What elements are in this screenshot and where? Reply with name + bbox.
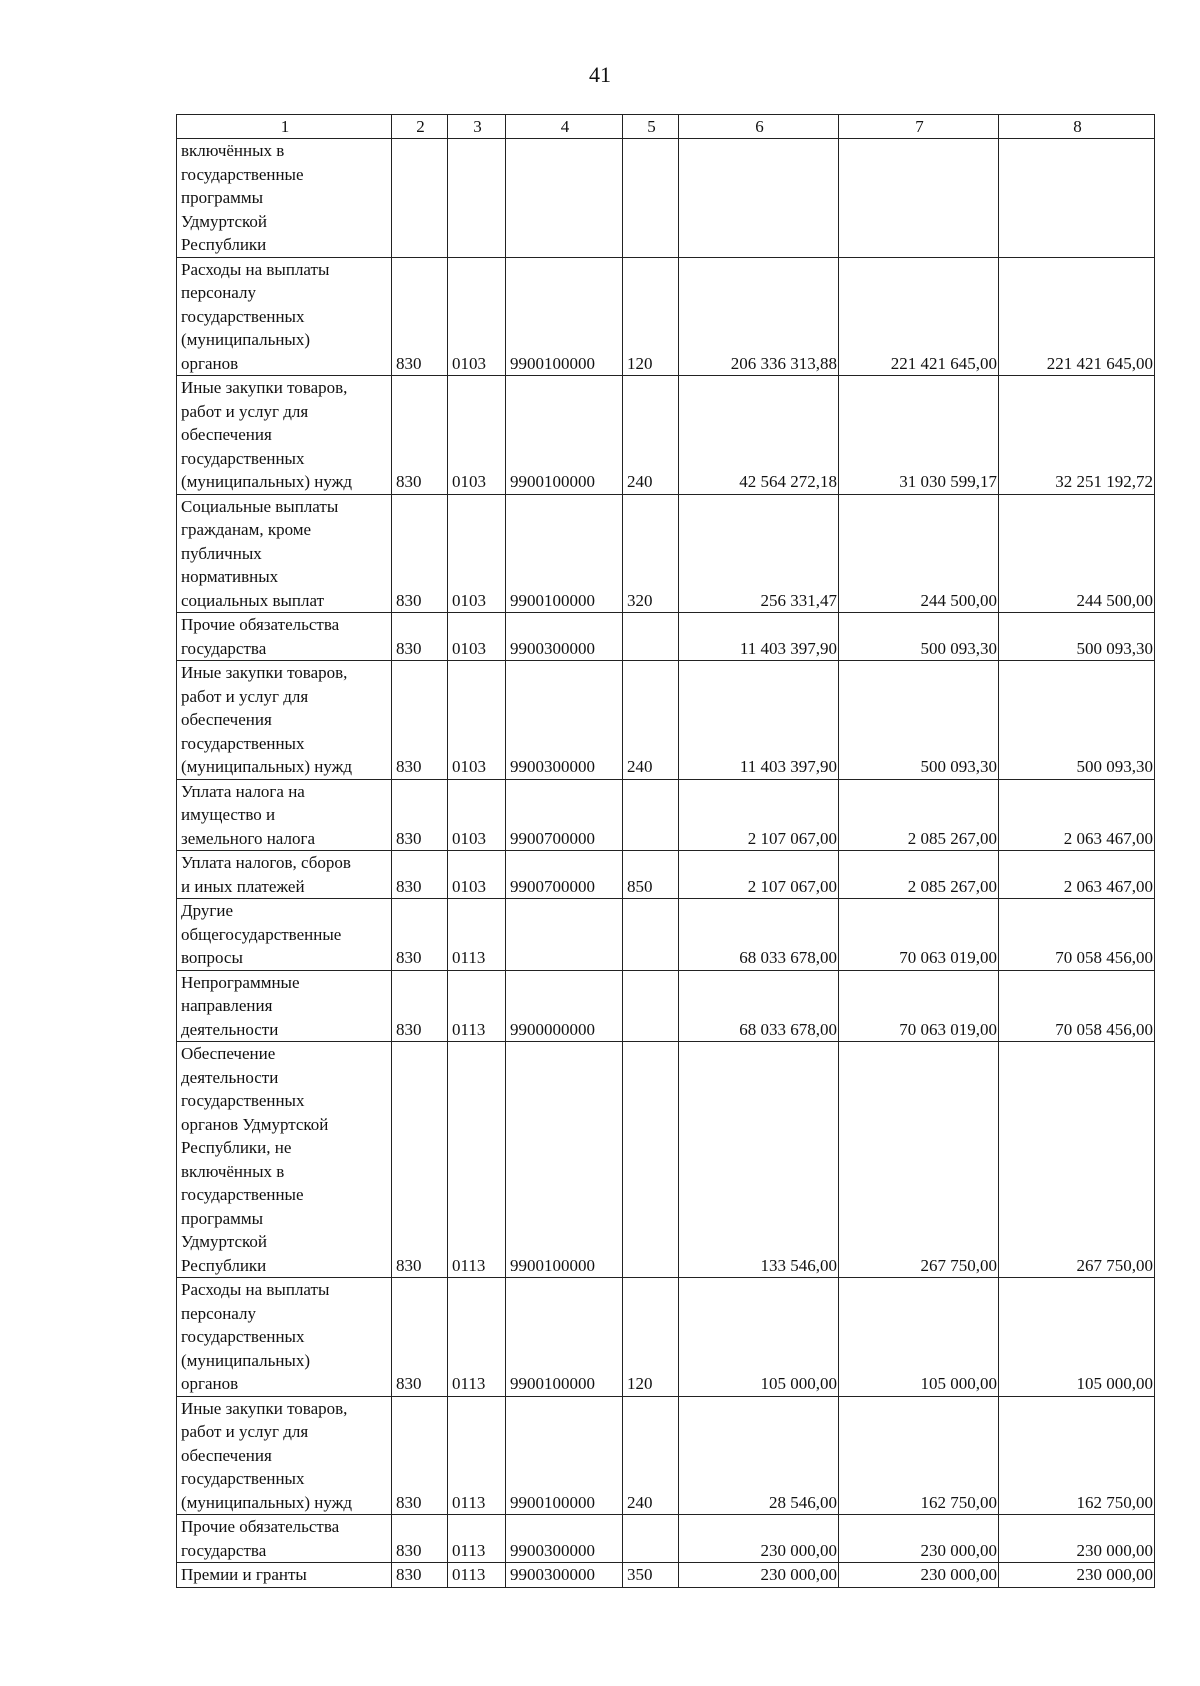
row-code-5-cell xyxy=(623,899,679,971)
row-amount-8-cell: 32 251 192,72 xyxy=(999,376,1155,495)
column-header: 1 xyxy=(177,115,392,139)
row-amount-8-cell: 2 063 467,00 xyxy=(999,851,1155,899)
row-amount-6-cell: 2 107 067,00 xyxy=(679,779,839,851)
row-code-3-cell: 0103 xyxy=(448,494,506,613)
row-code-5-cell: 320 xyxy=(623,494,679,613)
row-amount-8-cell: 230 000,00 xyxy=(999,1515,1155,1563)
row-code-3-cell xyxy=(448,139,506,258)
row-code-2-cell: 830 xyxy=(392,1563,448,1588)
table-row xyxy=(177,1396,1155,1515)
table-row xyxy=(177,899,1155,971)
row-code-2-cell xyxy=(392,139,448,258)
row-code-3-cell: 0113 xyxy=(448,1515,506,1563)
row-code-3-cell: 0103 xyxy=(448,851,506,899)
row-code-4-cell xyxy=(506,899,623,971)
row-amount-7-cell: 221 421 645,00 xyxy=(839,257,999,376)
row-code-3-cell: 0113 xyxy=(448,1042,506,1278)
column-header: 6 xyxy=(679,115,839,139)
column-header: 5 xyxy=(623,115,679,139)
row-code-4-cell: 9900300000 xyxy=(506,1515,623,1563)
table-row xyxy=(177,494,1155,613)
row-amount-8-cell: 500 093,30 xyxy=(999,613,1155,661)
row-code-5-cell: 120 xyxy=(623,257,679,376)
row-code-5-cell: 350 xyxy=(623,1563,679,1588)
row-code-5-cell: 240 xyxy=(623,661,679,780)
page-number: 41 xyxy=(589,62,611,87)
row-code-3-cell: 0103 xyxy=(448,376,506,495)
row-code-4-cell: 9900300000 xyxy=(506,661,623,780)
row-amount-6-cell: 256 331,47 xyxy=(679,494,839,613)
row-code-2-cell: 830 xyxy=(392,257,448,376)
row-name-cell: включённых в государственные программы Удмуртской Республики xyxy=(177,139,392,258)
row-name-cell: Социальные выплаты гражданам, кроме публичных нормативных социальных выплат xyxy=(177,494,392,613)
row-amount-6-cell: 28 546,00 xyxy=(679,1396,839,1515)
row-code-5-cell xyxy=(623,613,679,661)
row-amount-7-cell: 162 750,00 xyxy=(839,1396,999,1515)
row-code-2-cell: 830 xyxy=(392,851,448,899)
row-name-cell: Расходы на выплаты персоналу государственных (муниципальных) органов xyxy=(177,1278,392,1397)
row-amount-8-cell: 500 093,30 xyxy=(999,661,1155,780)
row-code-4-cell: 9900100000 xyxy=(506,1396,623,1515)
row-amount-8-cell: 162 750,00 xyxy=(999,1396,1155,1515)
column-header: 7 xyxy=(839,115,999,139)
table-row xyxy=(177,1515,1155,1563)
row-code-5-cell xyxy=(623,1515,679,1563)
row-code-2-cell: 830 xyxy=(392,1278,448,1397)
row-name-cell: Премии и гранты xyxy=(177,1563,392,1588)
row-code-4-cell: 9900100000 xyxy=(506,1278,623,1397)
row-code-5-cell xyxy=(623,970,679,1042)
row-amount-8-cell: 221 421 645,00 xyxy=(999,257,1155,376)
row-name-cell: Обеспечение деятельности государственных органов Удмуртской Республики, не включённых в государственные программы Удмуртской Республики xyxy=(177,1042,392,1278)
table-row xyxy=(177,1042,1155,1278)
row-code-3-cell: 0103 xyxy=(448,613,506,661)
row-amount-7-cell: 267 750,00 xyxy=(839,1042,999,1278)
row-code-4-cell: 9900100000 xyxy=(506,257,623,376)
budget-table xyxy=(176,114,1155,1588)
row-code-2-cell: 830 xyxy=(392,1042,448,1278)
row-code-5-cell xyxy=(623,779,679,851)
row-code-4-cell: 9900100000 xyxy=(506,376,623,495)
row-name-cell: Непрограммные направления деятельности xyxy=(177,970,392,1042)
row-amount-6-cell: 206 336 313,88 xyxy=(679,257,839,376)
row-amount-8-cell xyxy=(999,139,1155,258)
row-amount-8-cell: 2 063 467,00 xyxy=(999,779,1155,851)
row-code-3-cell: 0113 xyxy=(448,1563,506,1588)
row-code-3-cell: 0113 xyxy=(448,1396,506,1515)
row-code-5-cell xyxy=(623,139,679,258)
row-name-cell: Уплата налога на имущество и земельного налога xyxy=(177,779,392,851)
row-code-2-cell: 830 xyxy=(392,1515,448,1563)
row-code-4-cell xyxy=(506,139,623,258)
column-header: 8 xyxy=(999,115,1155,139)
table-row xyxy=(177,661,1155,780)
row-code-4-cell: 9900100000 xyxy=(506,494,623,613)
row-code-5-cell: 240 xyxy=(623,1396,679,1515)
row-code-2-cell: 830 xyxy=(392,899,448,971)
row-code-2-cell: 830 xyxy=(392,494,448,613)
row-amount-8-cell: 70 058 456,00 xyxy=(999,970,1155,1042)
row-code-4-cell: 9900700000 xyxy=(506,851,623,899)
row-code-2-cell: 830 xyxy=(392,970,448,1042)
row-name-cell: Расходы на выплаты персоналу государственных (муниципальных) органов xyxy=(177,257,392,376)
row-code-3-cell: 0113 xyxy=(448,970,506,1042)
header-row xyxy=(177,115,1155,139)
row-amount-6-cell: 11 403 397,90 xyxy=(679,661,839,780)
row-amount-6-cell: 68 033 678,00 xyxy=(679,970,839,1042)
row-amount-7-cell: 244 500,00 xyxy=(839,494,999,613)
row-code-2-cell: 830 xyxy=(392,779,448,851)
row-amount-7-cell: 2 085 267,00 xyxy=(839,779,999,851)
row-code-5-cell: 120 xyxy=(623,1278,679,1397)
table-row xyxy=(177,139,1155,258)
row-amount-8-cell: 105 000,00 xyxy=(999,1278,1155,1397)
row-amount-6-cell: 230 000,00 xyxy=(679,1515,839,1563)
row-code-3-cell: 0103 xyxy=(448,779,506,851)
row-code-3-cell: 0113 xyxy=(448,899,506,971)
row-amount-7-cell xyxy=(839,139,999,258)
row-code-5-cell xyxy=(623,1042,679,1278)
row-amount-7-cell: 70 063 019,00 xyxy=(839,970,999,1042)
row-code-2-cell: 830 xyxy=(392,1396,448,1515)
table-row xyxy=(177,779,1155,851)
table-row xyxy=(177,1563,1155,1588)
row-code-5-cell: 850 xyxy=(623,851,679,899)
row-code-3-cell: 0103 xyxy=(448,257,506,376)
table-row xyxy=(177,851,1155,899)
row-amount-7-cell: 230 000,00 xyxy=(839,1515,999,1563)
table-row xyxy=(177,970,1155,1042)
row-name-cell: Уплата налогов, сборов и иных платежей xyxy=(177,851,392,899)
row-amount-6-cell: 133 546,00 xyxy=(679,1042,839,1278)
row-amount-7-cell: 105 000,00 xyxy=(839,1278,999,1397)
row-code-2-cell: 830 xyxy=(392,376,448,495)
row-amount-6-cell: 68 033 678,00 xyxy=(679,899,839,971)
row-name-cell: Иные закупки товаров, работ и услуг для обеспечения государственных (муниципальных) нужд xyxy=(177,1396,392,1515)
row-code-3-cell: 0103 xyxy=(448,661,506,780)
column-header: 4 xyxy=(506,115,623,139)
row-code-4-cell: 9900000000 xyxy=(506,970,623,1042)
row-code-5-cell: 240 xyxy=(623,376,679,495)
row-amount-6-cell: 42 564 272,18 xyxy=(679,376,839,495)
row-amount-6-cell: 105 000,00 xyxy=(679,1278,839,1397)
column-header: 3 xyxy=(448,115,506,139)
row-amount-6-cell: 2 107 067,00 xyxy=(679,851,839,899)
row-name-cell: Иные закупки товаров, работ и услуг для обеспечения государственных (муниципальных) нужд xyxy=(177,661,392,780)
row-amount-6-cell xyxy=(679,139,839,258)
row-code-4-cell: 9900300000 xyxy=(506,1563,623,1588)
row-amount-7-cell: 31 030 599,17 xyxy=(839,376,999,495)
row-name-cell: Прочие обязательства государства xyxy=(177,613,392,661)
row-amount-7-cell: 500 093,30 xyxy=(839,613,999,661)
row-amount-6-cell: 230 000,00 xyxy=(679,1563,839,1588)
row-code-4-cell: 9900700000 xyxy=(506,779,623,851)
row-code-2-cell: 830 xyxy=(392,661,448,780)
row-amount-7-cell: 2 085 267,00 xyxy=(839,851,999,899)
table-row xyxy=(177,1278,1155,1397)
row-amount-8-cell: 244 500,00 xyxy=(999,494,1155,613)
row-amount-7-cell: 500 093,30 xyxy=(839,661,999,780)
row-name-cell: Другие общегосударственные вопросы xyxy=(177,899,392,971)
row-name-cell: Прочие обязательства государства xyxy=(177,1515,392,1563)
table-row xyxy=(177,376,1155,495)
row-amount-8-cell: 70 058 456,00 xyxy=(999,899,1155,971)
row-code-4-cell: 9900100000 xyxy=(506,1042,623,1278)
column-header: 2 xyxy=(392,115,448,139)
row-name-cell: Иные закупки товаров, работ и услуг для обеспечения государственных (муниципальных) нужд xyxy=(177,376,392,495)
table-row xyxy=(177,257,1155,376)
row-amount-7-cell: 230 000,00 xyxy=(839,1563,999,1588)
row-amount-7-cell: 70 063 019,00 xyxy=(839,899,999,971)
row-amount-8-cell: 267 750,00 xyxy=(999,1042,1155,1278)
row-amount-6-cell: 11 403 397,90 xyxy=(679,613,839,661)
row-code-3-cell: 0113 xyxy=(448,1278,506,1397)
table-row xyxy=(177,613,1155,661)
row-amount-8-cell: 230 000,00 xyxy=(999,1563,1155,1588)
row-code-2-cell: 830 xyxy=(392,613,448,661)
row-code-4-cell: 9900300000 xyxy=(506,613,623,661)
